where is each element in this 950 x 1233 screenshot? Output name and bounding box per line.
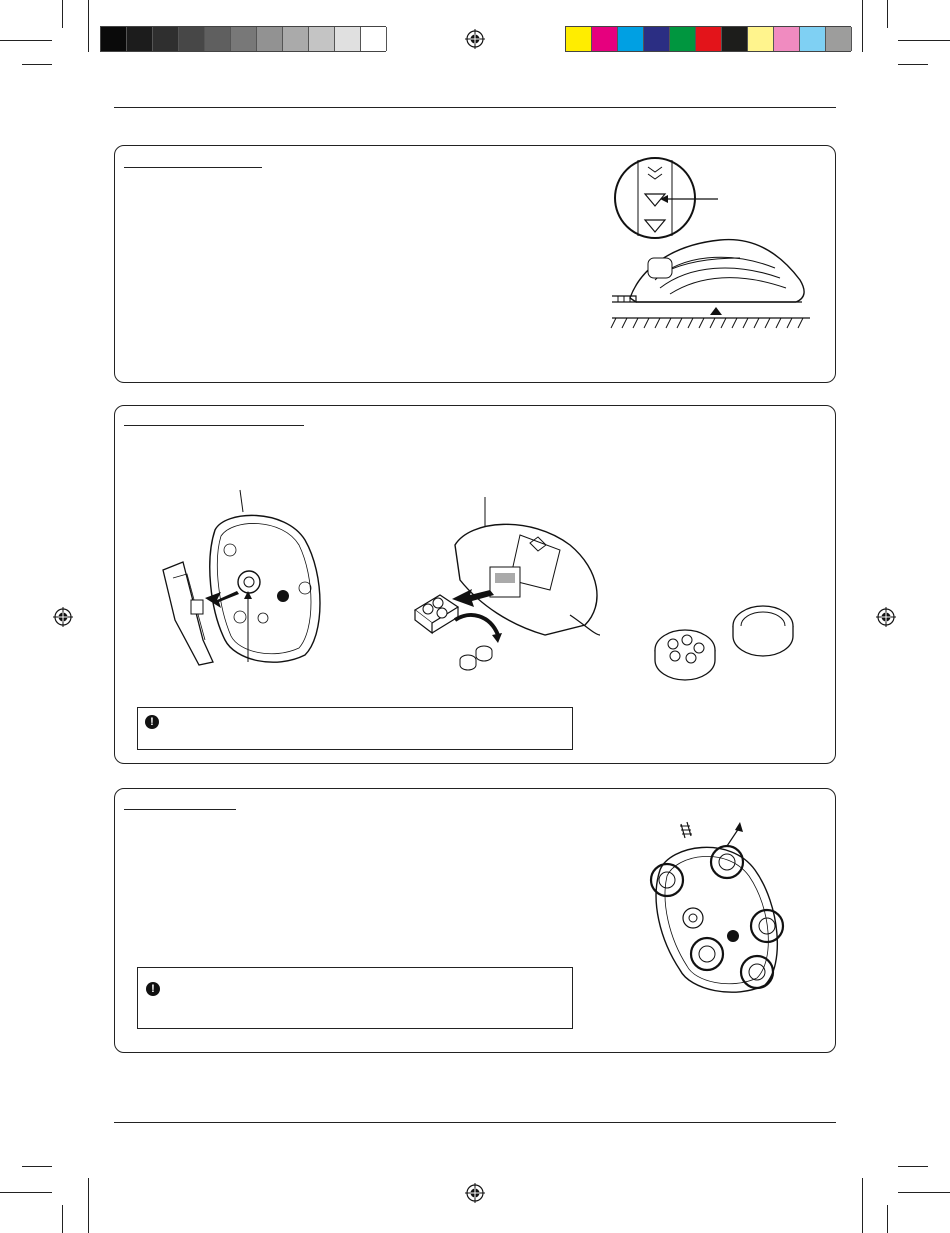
mouse-side-illustration bbox=[600, 150, 840, 350]
gray-swatch bbox=[179, 27, 205, 51]
color-swatch bbox=[748, 27, 774, 51]
crop-mark bbox=[887, 0, 888, 28]
section-heading-underline bbox=[124, 425, 304, 426]
mouse-cartridge-illustration bbox=[410, 495, 610, 675]
crop-mark bbox=[0, 40, 52, 41]
crop-mark bbox=[22, 1166, 52, 1167]
gray-swatch bbox=[335, 27, 361, 51]
crop-mark bbox=[0, 1192, 52, 1193]
color-swatch bbox=[644, 27, 670, 51]
registration-mark-icon bbox=[876, 607, 896, 627]
section-heading-underline bbox=[124, 167, 262, 168]
color-swatch bbox=[800, 27, 826, 51]
registration-mark-icon bbox=[465, 1183, 485, 1203]
section-heading-underline bbox=[124, 809, 236, 810]
crop-mark bbox=[88, 0, 89, 52]
crop-mark bbox=[62, 0, 63, 28]
weight-cartridge-icon bbox=[645, 598, 825, 688]
color-bar bbox=[565, 26, 851, 52]
gray-swatch bbox=[309, 27, 335, 51]
gray-swatch bbox=[257, 27, 283, 51]
color-swatch bbox=[696, 27, 722, 51]
color-swatch bbox=[618, 27, 644, 51]
grayscale-bar bbox=[100, 26, 386, 52]
registration-mark-icon bbox=[53, 607, 73, 627]
gray-swatch bbox=[361, 27, 387, 51]
color-swatch bbox=[566, 27, 592, 51]
gray-swatch bbox=[205, 27, 231, 51]
crop-mark bbox=[862, 1178, 863, 1233]
notice-box bbox=[137, 967, 573, 1029]
crop-mark bbox=[88, 1178, 89, 1233]
footer-rule bbox=[114, 1122, 836, 1123]
notice-box bbox=[137, 707, 573, 750]
gray-swatch bbox=[153, 27, 179, 51]
gray-swatch bbox=[283, 27, 309, 51]
crop-mark bbox=[62, 1205, 63, 1233]
gray-swatch bbox=[231, 27, 257, 51]
mouse-underside-cover-illustration bbox=[155, 490, 355, 670]
warning-icon: ! bbox=[146, 982, 160, 996]
crop-mark bbox=[898, 1166, 928, 1167]
color-swatch bbox=[592, 27, 618, 51]
color-swatch bbox=[722, 27, 748, 51]
crop-mark bbox=[898, 40, 950, 41]
registration-mark-icon bbox=[465, 29, 485, 49]
crop-mark bbox=[898, 64, 928, 65]
color-swatch bbox=[774, 27, 800, 51]
crop-mark bbox=[898, 1192, 950, 1193]
crop-mark bbox=[22, 64, 52, 65]
mouse-feet-illustration bbox=[635, 820, 805, 1010]
gray-swatch bbox=[101, 27, 127, 51]
color-swatch bbox=[826, 27, 852, 51]
header-rule bbox=[114, 107, 836, 108]
crop-mark bbox=[887, 1205, 888, 1233]
gray-swatch bbox=[127, 27, 153, 51]
color-swatch bbox=[670, 27, 696, 51]
warning-icon: ! bbox=[145, 715, 159, 729]
crop-mark bbox=[862, 0, 863, 52]
